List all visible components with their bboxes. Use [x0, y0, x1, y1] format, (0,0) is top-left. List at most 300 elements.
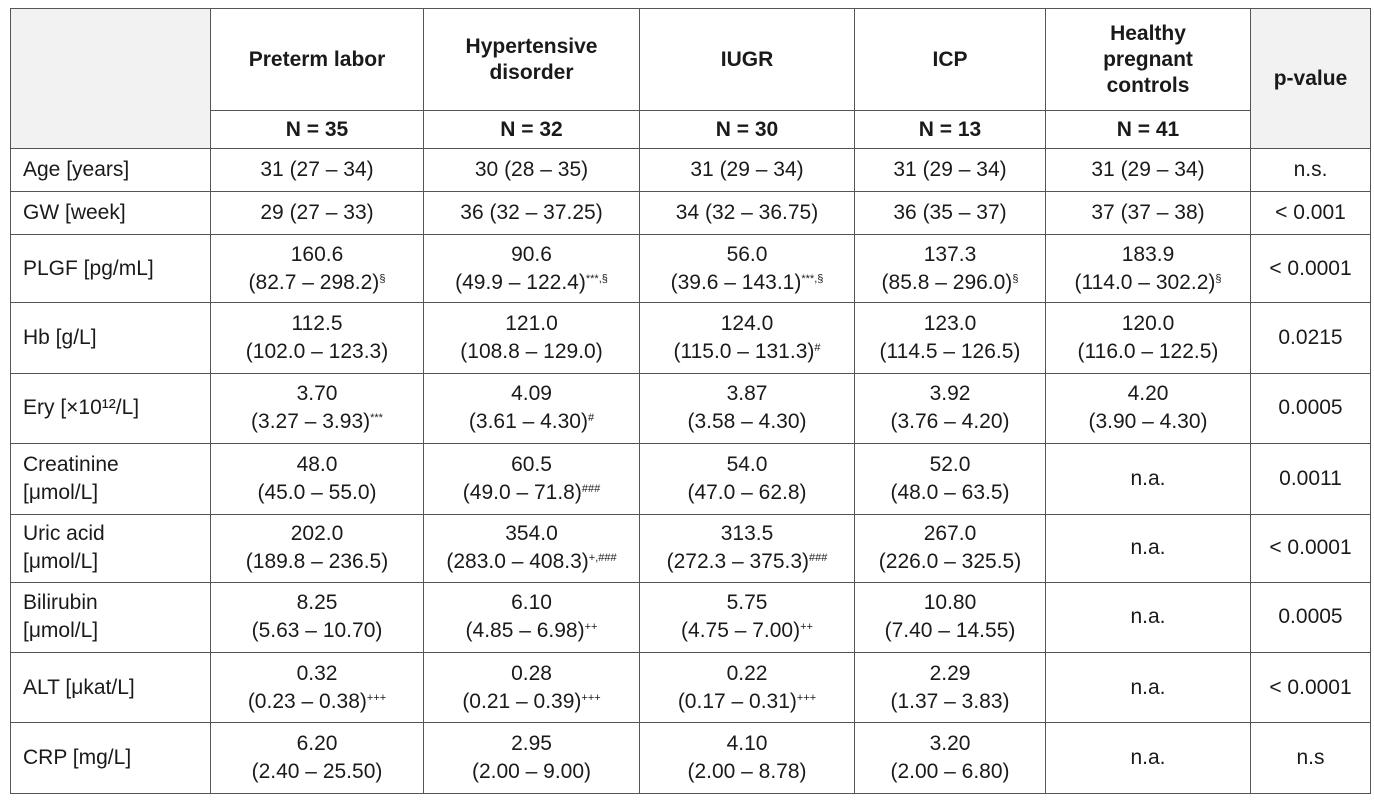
data-cell: [424, 192, 640, 235]
cell-median: [428, 241, 635, 269]
header-line: Hypertensive: [465, 34, 598, 58]
cell-range: [644, 269, 850, 297]
cell-median: [428, 199, 635, 227]
cell-median: [859, 589, 1041, 617]
cell-median: [859, 310, 1041, 338]
cell-median: [428, 589, 635, 617]
cell-text: 313.5: [720, 522, 774, 546]
table-row: [11, 444, 1371, 514]
cell-text: 6.10: [511, 591, 552, 615]
data-cell: [855, 303, 1046, 373]
cell-range: [215, 479, 419, 507]
cell-text: 31 (29 – 34): [690, 158, 804, 182]
data-cell: [1046, 192, 1251, 235]
row-label-line: GW [week]: [23, 201, 126, 225]
cell-range: [644, 408, 850, 436]
p-value-cell: 0.0005: [1251, 582, 1371, 652]
data-cell: [211, 235, 424, 303]
corner-cell: [11, 9, 211, 149]
header-line: Preterm labor: [248, 47, 386, 71]
significance-marker: §: [1012, 272, 1019, 285]
cell-text: 8.25: [296, 591, 338, 615]
data-cell: [424, 373, 640, 443]
data-cell: [424, 653, 640, 723]
p-value-cell: < 0.001: [1251, 192, 1371, 235]
data-cell: [640, 303, 855, 373]
cell-text: (283.0 – 408.3): [446, 550, 589, 574]
row-label-line: Age [years]: [23, 158, 130, 182]
cell-range: [215, 408, 419, 436]
cell-text: n.a.: [1130, 746, 1166, 770]
cell-range: [428, 688, 635, 716]
row-label: [11, 653, 211, 723]
cell-median: [644, 660, 850, 688]
row-label-line: CRP [mg/L]: [23, 746, 132, 770]
cell-text: 123.0: [923, 312, 977, 336]
cell-text: (0.21 – 0.39): [462, 689, 582, 713]
data-cell: [1046, 303, 1251, 373]
p-value-cell: < 0.0001: [1251, 235, 1371, 303]
significance-marker: ***: [370, 412, 383, 425]
cell-range: [428, 479, 635, 507]
cell-text: (3.61 – 4.30): [468, 410, 588, 434]
data-cell: [640, 514, 855, 582]
data-cell: [1046, 444, 1251, 514]
cell-median: [215, 241, 419, 269]
cell-text: (102.0 – 123.3): [245, 340, 389, 364]
cell-text: (2.00 – 6.80): [890, 760, 1010, 784]
cell-text: 52.0: [929, 452, 971, 476]
data-cell: [211, 373, 424, 443]
cell-range: [1050, 269, 1246, 297]
cell-text: 120.0: [1121, 312, 1175, 336]
cell-median: [428, 451, 635, 479]
cell-text: 354.0: [505, 522, 558, 546]
cell-text: (0.17 – 0.31): [677, 689, 797, 713]
cell-text: (4.75 – 7.00): [681, 619, 801, 643]
cell-median: [644, 380, 850, 408]
data-cell: [424, 303, 640, 373]
data-cell: [640, 192, 855, 235]
data-cell: [424, 149, 640, 192]
cell-text: 10.80: [923, 591, 977, 615]
cell-median: [644, 310, 850, 338]
cell-text: 0.28: [511, 661, 552, 685]
cell-text: 3.87: [726, 382, 768, 406]
cell-median: [859, 520, 1041, 548]
cell-median: [1050, 603, 1246, 631]
data-cell: [424, 723, 640, 794]
cell-text: n.a.: [1130, 675, 1166, 699]
row-label-line: [μmol/L]: [23, 550, 99, 574]
table-row: [11, 235, 1371, 303]
cell-median: [1050, 199, 1246, 227]
row-label-line: Hb [g/L]: [23, 326, 97, 350]
significance-marker: ++: [584, 621, 598, 634]
cell-median: [428, 310, 635, 338]
cell-text: (116.0 – 122.5): [1077, 340, 1219, 364]
table-row: [11, 149, 1371, 192]
data-cell: [1046, 514, 1251, 582]
data-cell: [1046, 582, 1251, 652]
p-value-cell: < 0.0001: [1251, 653, 1371, 723]
cell-range: [428, 617, 635, 645]
cell-median: [644, 451, 850, 479]
cell-range: [215, 758, 419, 786]
significance-marker: ###: [581, 482, 601, 495]
significance-marker: #: [814, 342, 821, 355]
table-row: [11, 303, 1371, 373]
data-cell: [855, 444, 1046, 514]
cell-range: [428, 758, 635, 786]
row-label: [11, 582, 211, 652]
data-cell: [855, 723, 1046, 794]
data-cell: [855, 582, 1046, 652]
cell-text: (7.40 – 14.55): [884, 619, 1016, 643]
cell-text: (226.0 – 325.5): [878, 550, 1022, 574]
table-body: [11, 149, 1371, 794]
cell-range: [859, 269, 1041, 297]
cell-text: (189.8 – 236.5): [245, 550, 389, 574]
cell-text: (2.40 – 25.50): [251, 760, 383, 784]
cell-median: [215, 156, 419, 184]
row-label: [11, 514, 211, 582]
data-cell: [1046, 235, 1251, 303]
cell-text: (114.5 – 126.5): [879, 340, 1021, 364]
cell-text: 30 (28 – 35): [474, 158, 589, 182]
row-label: [11, 235, 211, 303]
row-label-line: Bilirubin: [23, 591, 98, 615]
cell-median: [859, 660, 1041, 688]
cell-text: (272.3 – 375.3): [666, 550, 810, 574]
cell-median: [215, 451, 419, 479]
cell-range: [644, 758, 850, 786]
header-p-value: p-value: [1251, 9, 1371, 149]
cell-text: 6.20: [296, 732, 338, 756]
cell-range: [859, 338, 1041, 366]
header-line: disorder: [489, 60, 574, 84]
data-cell: [855, 373, 1046, 443]
row-label: [11, 723, 211, 794]
n-row: [11, 111, 1371, 149]
cell-text: (0.23 – 0.38): [247, 689, 367, 713]
cell-range: [428, 269, 635, 297]
cell-median: [859, 241, 1041, 269]
cell-median: [859, 380, 1041, 408]
cell-range: [428, 408, 635, 436]
data-cell: [424, 514, 640, 582]
cell-range: [428, 548, 635, 576]
cell-median: [859, 451, 1041, 479]
cell-median: [1050, 241, 1246, 269]
data-cell: [1046, 149, 1251, 192]
significance-marker: ***,§: [801, 272, 824, 285]
cell-text: 90.6: [511, 242, 552, 266]
significance-marker: ++: [800, 621, 813, 634]
cell-text: (108.8 – 129.0): [460, 340, 603, 364]
data-cell: [855, 192, 1046, 235]
cell-range: [215, 269, 419, 297]
cell-text: n.a.: [1130, 466, 1166, 490]
cell-median: [428, 380, 635, 408]
cell-range: [215, 338, 419, 366]
table-row: [11, 723, 1371, 794]
data-cell: [855, 514, 1046, 582]
row-label: [11, 303, 211, 373]
cell-text: (85.8 – 296.0): [881, 270, 1013, 294]
cell-text: 0.32: [296, 661, 338, 685]
cell-text: 36 (32 – 37.25): [460, 201, 603, 225]
data-cell: [640, 235, 855, 303]
cell-text: (45.0 – 55.0): [257, 480, 377, 504]
header-hypertensive-disorder: [424, 9, 640, 111]
significance-marker: +++: [581, 691, 601, 704]
p-value-cell: n.s: [1251, 723, 1371, 794]
cell-text: 31 (27 – 34): [260, 158, 374, 182]
n-healthy-controls: N = 41: [1046, 111, 1251, 149]
cell-text: 34 (32 – 36.75): [675, 201, 819, 225]
row-label: [11, 192, 211, 235]
data-cell: [211, 149, 424, 192]
p-value-cell: 0.0005: [1251, 373, 1371, 443]
cell-range: [859, 408, 1041, 436]
cell-median: [428, 520, 635, 548]
cell-text: 112.5: [291, 312, 343, 336]
cell-range: [859, 479, 1041, 507]
cell-text: 48.0: [296, 452, 338, 476]
cell-text: n.a.: [1130, 536, 1166, 560]
row-label: [11, 444, 211, 514]
data-cell: [640, 653, 855, 723]
data-cell: [640, 723, 855, 794]
cell-range: [859, 688, 1041, 716]
cell-text: 31 (29 – 34): [1091, 158, 1205, 182]
cell-median: [644, 241, 850, 269]
cell-range: [859, 617, 1041, 645]
cell-text: 54.0: [726, 452, 768, 476]
cell-median: [1050, 465, 1246, 493]
cell-range: [644, 479, 850, 507]
cell-median: [428, 156, 635, 184]
cell-range: [1050, 408, 1246, 436]
cell-median: [1050, 534, 1246, 562]
row-label-line: Creatinine: [23, 452, 119, 476]
cell-median: [644, 199, 850, 227]
cell-text: 5.75: [726, 591, 768, 615]
cell-range: [859, 548, 1041, 576]
significance-marker: #: [587, 412, 595, 425]
cell-text: (115.0 – 131.3): [673, 340, 815, 364]
cell-text: 4.20: [1127, 382, 1169, 406]
data-cell: [211, 514, 424, 582]
header-line: ICP: [932, 47, 968, 71]
significance-marker: ###: [809, 552, 828, 565]
data-cell: [211, 444, 424, 514]
p-value-cell: 0.0215: [1251, 303, 1371, 373]
data-cell: [211, 653, 424, 723]
cell-median: [644, 589, 850, 617]
cell-text: 4.09: [511, 382, 552, 406]
cell-text: (2.00 – 9.00): [471, 760, 592, 784]
cell-text: 60.5: [511, 452, 552, 476]
cell-text: 124.0: [720, 312, 774, 336]
table-row: [11, 653, 1371, 723]
cell-text: 36 (35 – 37): [893, 201, 1007, 225]
header-preterm-labor: [211, 9, 424, 111]
cell-range: [215, 548, 419, 576]
significance-marker: +++: [366, 691, 387, 704]
data-cell: [424, 235, 640, 303]
data-cell: [855, 235, 1046, 303]
cell-text: 137.3: [923, 242, 977, 266]
data-cell: [211, 192, 424, 235]
cell-median: [1050, 380, 1246, 408]
significance-marker: +++: [796, 691, 817, 704]
cell-median: [428, 730, 635, 758]
cell-text: 31 (29 – 34): [893, 158, 1007, 182]
header-line: Healthy: [1110, 21, 1186, 45]
cell-text: n.a.: [1130, 605, 1166, 629]
cell-median: [1050, 310, 1246, 338]
cell-text: 2.29: [929, 661, 971, 685]
cell-median: [1050, 744, 1246, 772]
table-row: [11, 514, 1371, 582]
cell-range: [644, 338, 850, 366]
data-cell: [211, 582, 424, 652]
cell-median: [215, 660, 419, 688]
cell-range: [644, 617, 850, 645]
cell-text: 267.0: [923, 522, 977, 546]
cell-text: 0.22: [726, 661, 768, 685]
data-cell: [640, 444, 855, 514]
cell-range: [1050, 338, 1246, 366]
header-healthy-controls: [1046, 9, 1251, 111]
data-cell: [424, 444, 640, 514]
header-iugr: [640, 9, 855, 111]
data-cell: [424, 582, 640, 652]
data-cell: [855, 653, 1046, 723]
data-cell: [1046, 373, 1251, 443]
cell-text: 29 (27 – 33): [260, 201, 374, 225]
cell-range: [215, 617, 419, 645]
n-preterm-labor: N = 35: [211, 111, 424, 149]
data-cell: [640, 149, 855, 192]
cell-median: [215, 310, 419, 338]
cell-median: [1050, 156, 1246, 184]
significance-marker: §: [1215, 272, 1222, 285]
cell-text: (3.90 – 4.30): [1088, 410, 1208, 434]
cell-text: 3.92: [929, 382, 971, 406]
cell-text: 183.9: [1121, 242, 1175, 266]
cell-text: 4.10: [726, 732, 768, 756]
cell-median: [859, 156, 1041, 184]
significance-marker: §: [379, 272, 386, 285]
data-cell: [640, 582, 855, 652]
n-icp: N = 13: [855, 111, 1046, 149]
data-cell: [855, 149, 1046, 192]
cell-median: [1050, 674, 1246, 702]
header-icp: [855, 9, 1046, 111]
cell-text: (39.6 – 143.1): [670, 270, 802, 294]
significance-marker: +,###: [588, 552, 617, 565]
n-hypertensive-disorder: N = 32: [424, 111, 640, 149]
cell-median: [644, 730, 850, 758]
cell-text: (4.85 – 6.98): [465, 619, 585, 643]
data-cell: [1046, 723, 1251, 794]
data-cell: [211, 723, 424, 794]
cell-text: 160.6: [290, 242, 344, 266]
cell-text: 37 (37 – 38): [1091, 201, 1205, 225]
cell-range: [859, 758, 1041, 786]
cell-median: [215, 589, 419, 617]
cell-median: [215, 199, 419, 227]
row-label-line: [μmol/L]: [23, 619, 99, 643]
cell-text: (3.58 – 4.30): [687, 410, 807, 434]
data-cell: [211, 303, 424, 373]
cell-median: [644, 520, 850, 548]
cell-median: [428, 660, 635, 688]
data-cell: [640, 373, 855, 443]
cell-text: (3.76 – 4.20): [890, 410, 1010, 434]
p-value-cell: n.s.: [1251, 149, 1371, 192]
header-line: pregnant: [1103, 47, 1193, 71]
cell-text: 2.95: [511, 732, 552, 756]
cell-range: [215, 688, 419, 716]
row-label-line: PLGF [pg/mL]: [23, 256, 154, 280]
cell-text: 56.0: [726, 242, 768, 266]
p-value-cell: 0.0011: [1251, 444, 1371, 514]
table-row: [11, 582, 1371, 652]
data-cell: [1046, 653, 1251, 723]
cell-range: [644, 688, 850, 716]
cell-median: [215, 520, 419, 548]
cell-range: [644, 548, 850, 576]
cell-text: (3.27 – 3.93): [251, 410, 371, 434]
cell-text: (2.00 – 8.78): [687, 760, 807, 784]
header-line: controls: [1106, 73, 1190, 97]
n-iugr: N = 30: [640, 111, 855, 149]
header-line: IUGR: [720, 47, 774, 71]
p-value-cell: < 0.0001: [1251, 514, 1371, 582]
header-row: [11, 9, 1371, 111]
row-label-line: Ery [×10¹²/L]: [23, 396, 140, 420]
cell-text: (82.7 – 298.2): [248, 270, 380, 294]
row-label: [11, 373, 211, 443]
table-row: [11, 373, 1371, 443]
row-label-line: ALT [μkat/L]: [23, 675, 135, 699]
cell-text: (49.9 – 122.4): [455, 270, 586, 294]
cell-median: [859, 730, 1041, 758]
cell-median: [644, 156, 850, 184]
cell-text: (49.0 – 71.8): [462, 480, 582, 504]
row-label: [11, 149, 211, 192]
cell-text: 202.0: [290, 522, 344, 546]
cell-text: 3.20: [929, 732, 971, 756]
data-table: [10, 8, 1371, 794]
table-row: [11, 192, 1371, 235]
cell-text: (48.0 – 63.5): [890, 480, 1010, 504]
row-label-line: [μmol/L]: [23, 480, 99, 504]
cell-text: (1.37 – 3.83): [890, 689, 1010, 713]
significance-marker: ***,§: [585, 272, 608, 285]
cell-text: (5.63 – 10.70): [251, 619, 383, 643]
cell-median: [859, 199, 1041, 227]
cell-text: (114.0 – 302.2): [1074, 270, 1216, 294]
cell-text: 3.70: [296, 382, 338, 406]
cell-text: (47.0 – 62.8): [687, 480, 807, 504]
cell-text: 121.0: [505, 312, 558, 336]
cell-range: [428, 338, 635, 366]
